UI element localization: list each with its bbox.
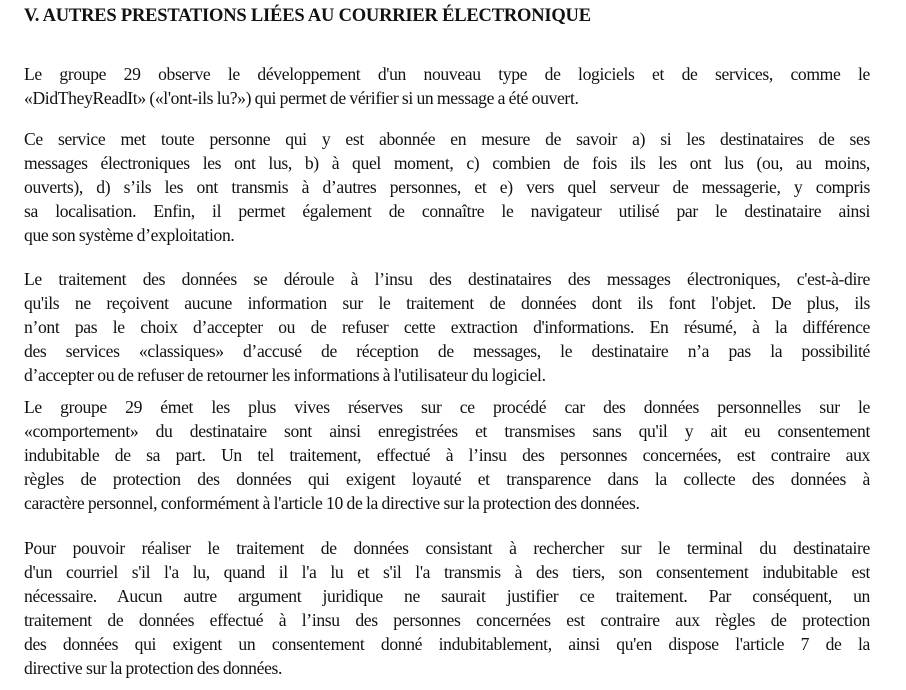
text-line: indubitable de sa part. Un tel traitement, effectué à l’insu des personnes concernées, est contraire aux <box>24 445 870 465</box>
text-line: Le groupe 29 observe le développement d'un nouveau type de logiciels et de services, comme le <box>24 64 870 84</box>
text-line: règles de protection des données qui exigent loyauté et transparence dans la collecte des données à <box>24 469 870 489</box>
text-line: caractère personnel, conformément à l'article 10 de la directive sur la protection des données. <box>24 493 640 513</box>
text-line: Pour pouvoir réaliser le traitement de données consistant à rechercher sur le terminal du destinataire <box>24 538 870 558</box>
text-line: «DidTheyReadIt» («l'ont-ils lu?») qui permet de vérifier si un message a été ouvert. <box>24 88 579 108</box>
text-line: des services «classiques» d’accusé de réception de messages, le destinataire n’a pas la possibilité <box>24 341 870 361</box>
text-line: traitement de données effectué à l’insu des personnes concernées est contraire aux règles de protection <box>24 610 870 630</box>
text-line: ouverts), d) s’ils les ont transmis à d’autres personnes, et e) vers quel serveur de messagerie, y compris <box>24 177 870 197</box>
text-line: Le groupe 29 émet les plus vives réserves sur ce procédé car des données personnelles sur le <box>24 397 870 417</box>
paragraph-2 <box>24 127 870 247</box>
text-line: Ce service met toute personne qui y est abonnée en mesure de savoir a) si les destinataires de ses <box>24 129 870 149</box>
paragraph-3 <box>24 267 870 387</box>
paragraph-4 <box>24 395 870 515</box>
text-line: d’accepter ou de refuser de retourner les informations à l'utilisateur du logiciel. <box>24 365 546 385</box>
text-line: directive sur la protection des données. <box>24 658 283 678</box>
paragraph-5 <box>24 536 870 680</box>
text-line: nécessaire. Aucun autre argument juridique ne saurait justifier ce traitement. Par conséquent, un <box>24 586 870 606</box>
text-line: Le traitement des données se déroule à l’insu des destinataires des messages électroniques, c'est-à-dire <box>24 269 870 289</box>
text-line: d'un courriel s'il l'a lu, quand il l'a lu et s'il l'a transmis à des tiers, son consentement indubitable est <box>24 562 870 582</box>
text-line: n’ont pas le choix d’accepter ou de refuser cette extraction d'informations. En résumé, à la différence <box>24 317 870 337</box>
text-line: des données qui exigent un consentement donné indubitablement, ainsi qu'en dispose l'article 7 de la <box>24 634 870 654</box>
section-title: V. AUTRES PRESTATIONS LIÉES AU COURRIER ÉLECTRONIQUE <box>24 6 591 26</box>
text-line: «comportement» du destinataire sont ainsi enregistrées et transmises sans qu'il y ait eu consentement <box>24 421 870 441</box>
text-line: messages électroniques les ont lus, b) à quel moment, c) combien de fois ils les ont lus (ou, au moins, <box>24 153 870 173</box>
text-line: sa localisation. Enfin, il permet également de connaître le navigateur utilisé par le destinataire ainsi <box>24 201 870 221</box>
text-line: qu'ils ne reçoivent aucune information sur le traitement de données dont ils font l'objet. De plus, ils <box>24 293 870 313</box>
paragraph-1 <box>24 62 870 110</box>
text-line: que son système d’exploitation. <box>24 225 235 245</box>
